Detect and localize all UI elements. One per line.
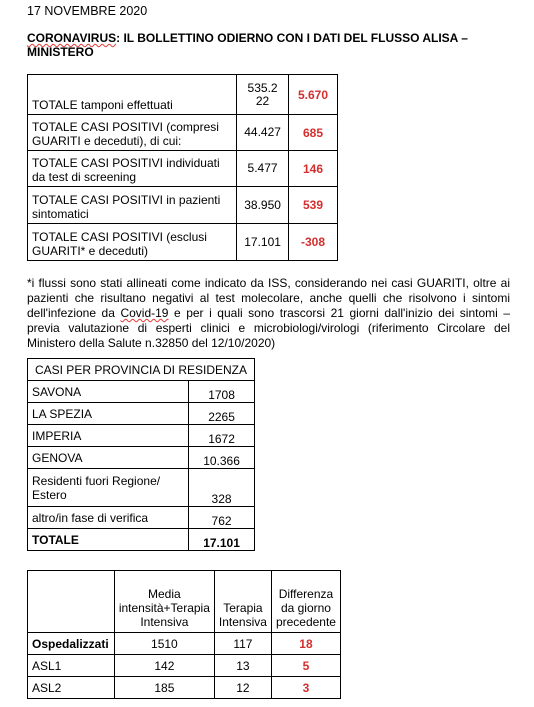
row-diff: 3 <box>271 677 340 699</box>
province-name: IMPERIA <box>28 425 189 447</box>
footnote-text-start: *i flussi sono stati allineati come indicato da ISS, considerando nei casi GUARITI, oltre ai pazienti che risultano negativi al test molecolare, anche quelli che risolvono i sintomi dell'infezione da <box>27 276 510 320</box>
row-diff: 5 <box>271 655 340 677</box>
document-date: 17 NOVEMBRE 2020 <box>27 4 148 18</box>
header-terapia: Terapia Intensiva <box>214 571 271 633</box>
header-media: Media intensità+Terapia Intensiva <box>114 571 214 633</box>
table-row <box>28 425 255 447</box>
table-row <box>28 187 338 224</box>
row-label: TOTALE tamponi effettuati <box>28 75 237 115</box>
row-value: 5.477 <box>237 151 289 187</box>
footnote-text-end: e per i quali sono trascorsi 21 giorni dall'inizio dei sintomi – previa valutazione di esperti clinici e microbiologi/virologi (riferimento Circolare del Ministero della Salute n.32850 del 12/10/2020) <box>27 306 510 350</box>
table-row <box>28 224 338 261</box>
province-name: GENOVA <box>28 447 189 469</box>
table-row <box>28 633 341 655</box>
row-diff: 685 <box>289 115 338 151</box>
table-row <box>28 655 341 677</box>
row-value: 17.101 <box>237 224 289 261</box>
row-diff: -308 <box>289 224 338 261</box>
row-diff: 18 <box>271 633 340 655</box>
row-label: TOTALE CASI POSITIVI individuati da test di screening <box>28 151 237 187</box>
row-media: 185 <box>114 677 214 699</box>
table-row <box>28 469 255 507</box>
summary-table <box>27 74 338 261</box>
row-name: ASL1 <box>28 655 115 677</box>
headline <box>27 31 507 59</box>
province-name: SAVONA <box>28 381 189 403</box>
table-row <box>28 403 255 425</box>
total-label: TOTALE <box>28 529 189 551</box>
province-value: 2265 <box>189 403 255 425</box>
province-value: 1708 <box>189 381 255 403</box>
row-media: 142 <box>114 655 214 677</box>
province-value: 762 <box>189 507 255 529</box>
header-differenza: Differenza da giorno precedente <box>271 571 340 633</box>
row-name: ASL2 <box>28 677 115 699</box>
row-label: TOTALE CASI POSITIVI (esclusi GUARITI* e deceduti) <box>28 224 237 261</box>
row-media: 1510 <box>114 633 214 655</box>
table-row <box>28 115 338 151</box>
table-row <box>28 507 255 529</box>
province-name: LA SPEZIA <box>28 403 189 425</box>
row-value: 38.950 <box>237 187 289 224</box>
footnote <box>27 276 510 351</box>
table-header-row <box>28 571 341 633</box>
total-value: 17.101 <box>189 529 255 551</box>
row-diff: 539 <box>289 187 338 224</box>
row-ti: 12 <box>214 677 271 699</box>
table-row <box>28 75 338 115</box>
province-name: altro/in fase di verifica <box>28 507 189 529</box>
row-diff: 5.670 <box>289 75 338 115</box>
province-table-header: CASI PER PROVINCIA DI RESIDENZA <box>28 359 255 381</box>
table-row <box>28 677 341 699</box>
table-row <box>28 447 255 469</box>
headline-keyword: CORONAVIRUS <box>27 31 117 45</box>
row-label: TOTALE CASI POSITIVI (compresi GUARITI e deceduti), di cui: <box>28 115 237 151</box>
row-label: TOTALE CASI POSITIVI in pazienti sintomatici <box>28 187 237 224</box>
row-diff: 146 <box>289 151 338 187</box>
row-ti: 13 <box>214 655 271 677</box>
table-row <box>28 381 255 403</box>
total-row <box>28 529 255 551</box>
footnote-covid: Covid-19 <box>120 306 169 320</box>
headline-text: : IL BOLLETTINO ODIERNO CON I DATI DEL FLUSSO ALISA – MINISTERO <box>27 31 468 59</box>
table-row <box>28 151 338 187</box>
province-name: Residenti fuori Regione/ Estero <box>28 469 189 507</box>
table-header-row <box>28 359 255 381</box>
row-ti: 117 <box>214 633 271 655</box>
row-name: Ospedalizzati <box>28 633 115 655</box>
province-value: 10.366 <box>189 447 255 469</box>
province-value: 1672 <box>189 425 255 447</box>
header-empty <box>28 571 115 633</box>
province-table <box>27 358 255 551</box>
hospital-table <box>27 570 341 699</box>
row-value: 44.427 <box>237 115 289 151</box>
province-value: 328 <box>189 469 255 507</box>
row-value: 535.222 <box>237 75 289 115</box>
